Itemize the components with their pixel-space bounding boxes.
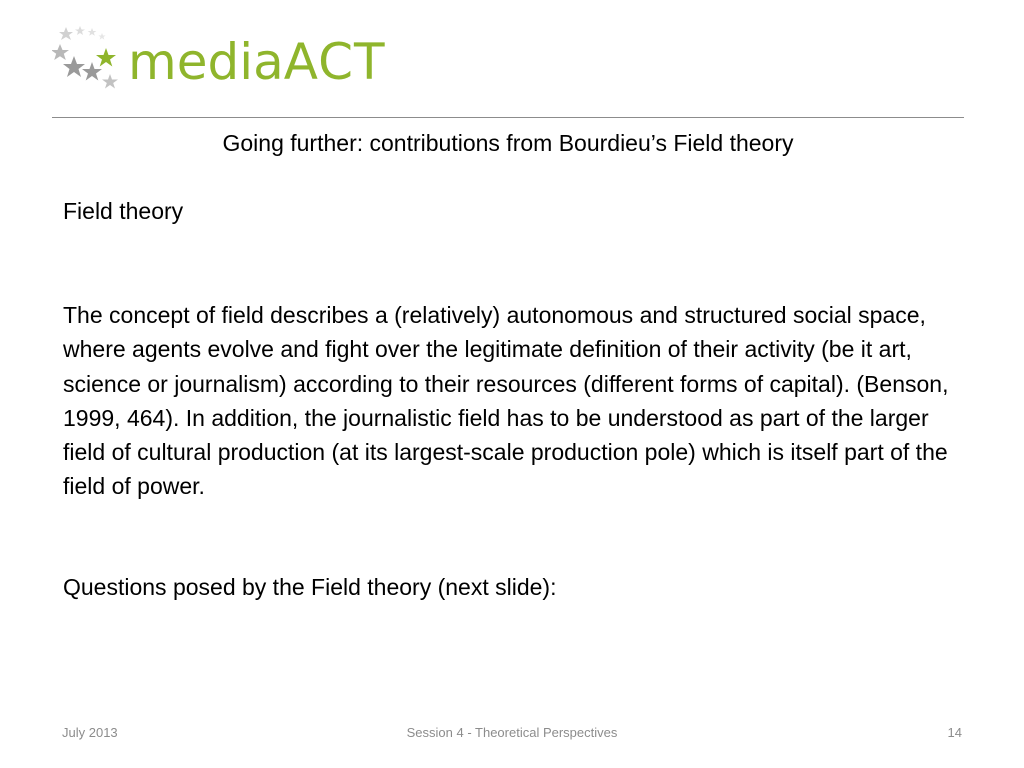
questions-line: Questions posed by the Field theory (next slide): (63, 574, 557, 600)
slide-title: Going further: contributions from Bourdieu’s Field theory (222, 130, 794, 156)
logo-text-act: ACT (283, 33, 386, 91)
mediaact-logo (52, 26, 432, 98)
footer-page-number: 14 (947, 725, 962, 740)
stars-icon (52, 26, 124, 92)
body-paragraph: The concept of field describes a (relatively) autonomous and structured social space, where agents evolve and fight over the legitimate definition of their activity (be it art, science or journalism) according to their resources (different forms of capital). (Benson, 1999, 464). In addition, the journalistic field has to be understood as part of the larger field of cultural production (at its largest-scale production pole) which is itself part of the field of power. (63, 302, 949, 500)
header-divider (52, 117, 964, 118)
footer-session: Session 4 - Theoretical Perspectives (406, 725, 618, 740)
logo-wordmark (128, 34, 386, 90)
section-heading: Field theory (63, 198, 184, 224)
logo-text-media: media (128, 33, 284, 91)
footer-date: July 2013 (62, 725, 118, 740)
